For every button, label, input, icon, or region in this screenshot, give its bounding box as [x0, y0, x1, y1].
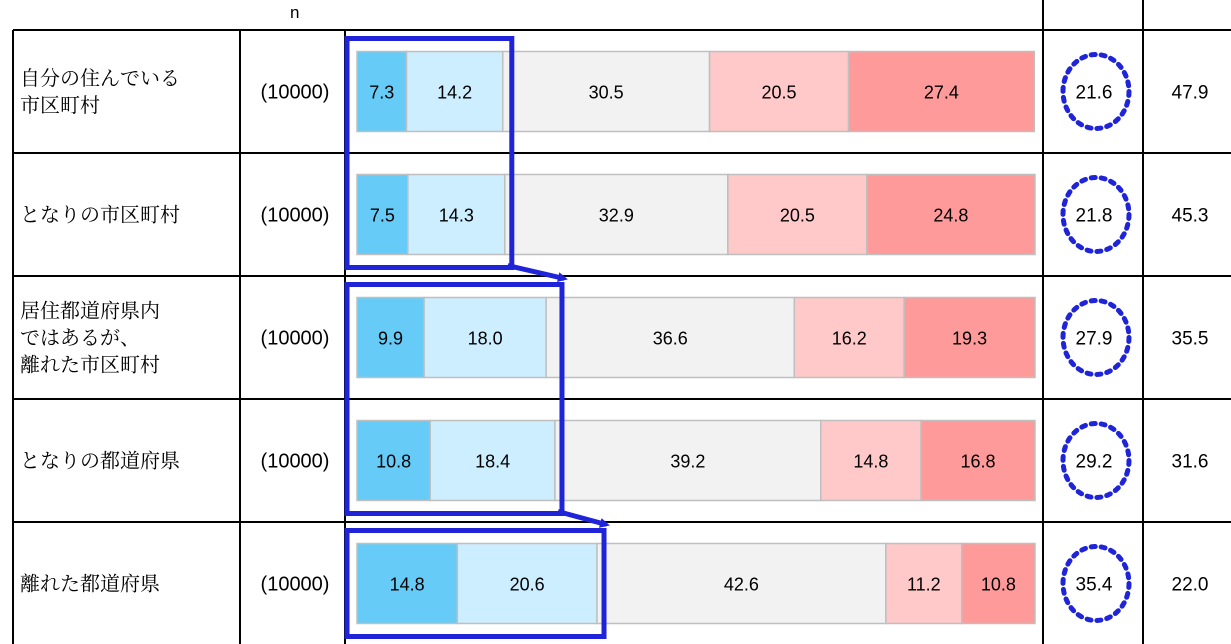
summary-value-right: 47.9 — [1171, 82, 1209, 104]
segment-value-label: 20.5 — [761, 82, 797, 103]
summary-value-left: 21.8 — [1075, 205, 1113, 227]
category-label: となりの都道府県 — [20, 450, 180, 473]
table-row — [20, 544, 1208, 624]
segment-value-label: 9.9 — [378, 328, 404, 349]
table-row — [20, 175, 1208, 255]
category-label: 市区町村 — [20, 95, 100, 117]
summary-value-right: 35.5 — [1171, 328, 1209, 350]
segment-value-label: 10.8 — [980, 574, 1016, 595]
segment-value-label: 18.4 — [475, 451, 511, 472]
category-label: 離れた市区町村 — [20, 354, 160, 377]
segment-value-label: 19.3 — [952, 328, 988, 349]
category-label: となりの市区町村 — [20, 204, 180, 227]
n-value: (10000) — [260, 573, 330, 596]
category-label: 離れた都道府県 — [20, 573, 160, 596]
summary-value-left: 27.9 — [1075, 328, 1113, 350]
segment-value-label: 18.0 — [467, 328, 503, 349]
segment-value-label: 14.2 — [437, 82, 473, 103]
summary-value-left: 21.6 — [1075, 82, 1113, 104]
category-label: 自分の住んでいる — [20, 68, 180, 90]
summary-value-left: 35.4 — [1075, 574, 1113, 596]
segment-value-label: 39.2 — [670, 451, 706, 472]
segment-value-label: 7.5 — [369, 205, 395, 226]
segment-value-label: 20.6 — [509, 574, 545, 595]
segment-value-label: 30.5 — [588, 82, 624, 103]
n-value: (10000) — [260, 81, 330, 104]
summary-value-left: 29.2 — [1075, 451, 1113, 473]
segment-value-label: 14.3 — [438, 205, 474, 226]
segment-value-label: 10.8 — [376, 451, 412, 472]
chart-rows — [20, 52, 1208, 624]
summary-value-right: 31.6 — [1171, 451, 1209, 473]
segment-value-label: 36.6 — [652, 328, 688, 349]
segment-value-label: 16.2 — [831, 328, 867, 349]
segment-value-label: 20.5 — [779, 205, 815, 226]
n-value: (10000) — [260, 327, 330, 350]
summary-value-right: 22.0 — [1171, 574, 1209, 596]
segment-value-label: 16.8 — [960, 451, 996, 472]
n-value: (10000) — [260, 204, 330, 227]
n-value: (10000) — [260, 450, 330, 473]
segment-value-label: 32.9 — [598, 205, 634, 226]
segment-value-label: 24.8 — [933, 205, 969, 226]
segment-value-label: 7.3 — [369, 82, 395, 103]
table-row — [20, 52, 1208, 132]
summary-value-right: 45.3 — [1171, 205, 1209, 227]
segment-value-label: 11.2 — [906, 574, 941, 595]
category-label: 居住都道府県内 — [20, 300, 160, 323]
table-row — [20, 298, 1208, 378]
segment-value-label: 27.4 — [923, 82, 959, 103]
category-label: ではあるが、 — [20, 327, 140, 350]
n-header: n — [290, 3, 300, 22]
segment-value-label: 42.6 — [723, 574, 759, 595]
table-row — [20, 421, 1208, 501]
segment-value-label: 14.8 — [853, 451, 889, 472]
segment-value-label: 14.8 — [389, 574, 425, 595]
